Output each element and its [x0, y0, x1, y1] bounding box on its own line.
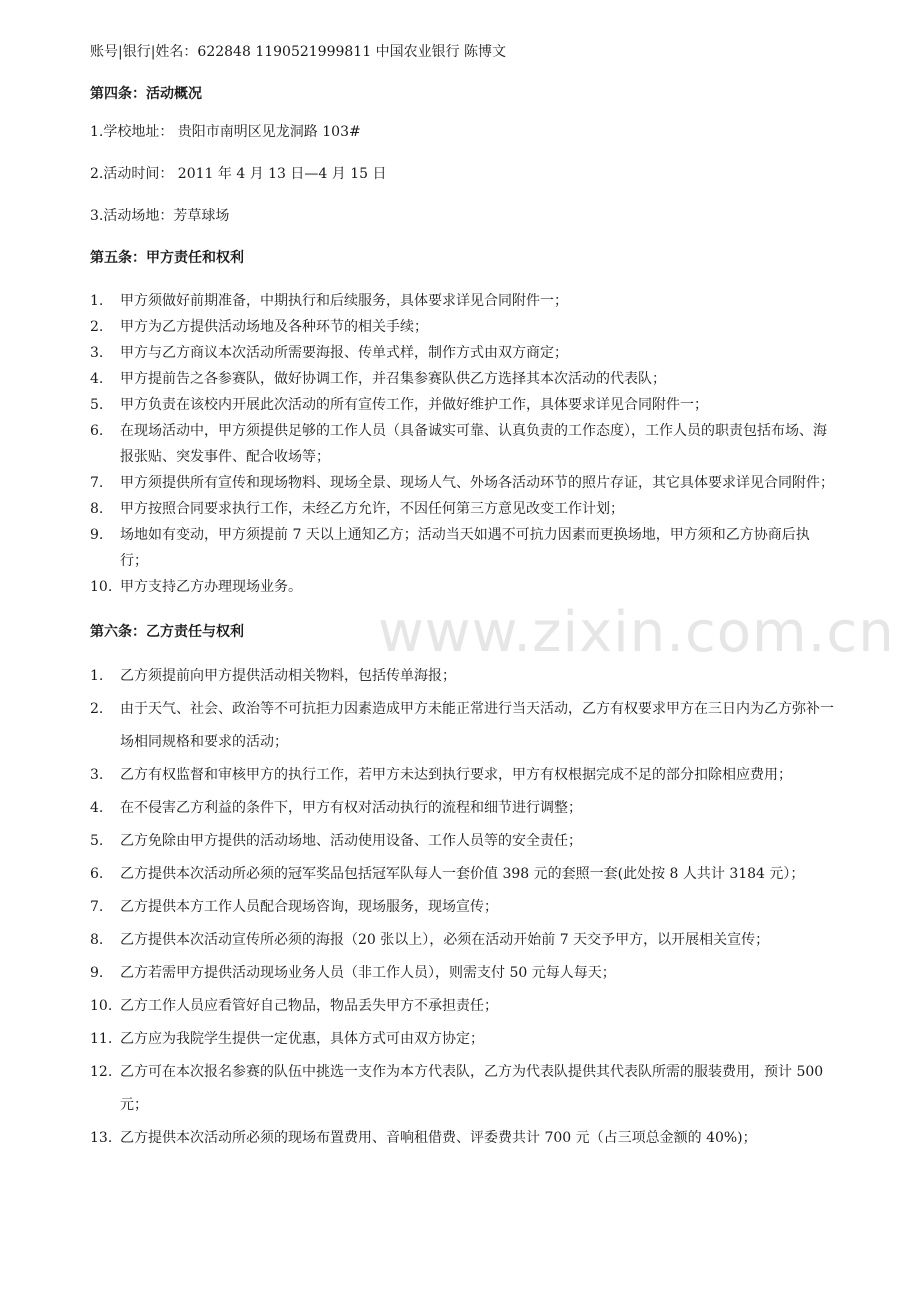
list-item — [90, 759, 836, 792]
list-item — [90, 693, 836, 759]
item-text: 甲方支持乙方办理现场业务。 — [120, 579, 302, 595]
item-text: 在不侵害乙方利益的条件下，甲方有权对活动执行的流程和细节进行调整； — [120, 800, 582, 816]
account-line: 账号|银行|姓名：622848 1190521999811 中国农业银行 陈博文 — [90, 44, 507, 60]
item-number: 13. — [90, 1130, 113, 1146]
item-text: 乙方免除由甲方提供的活动场地、活动使用设备、工作人员等的安全责任； — [120, 833, 582, 849]
document-page — [90, 42, 836, 1155]
item-number: 5. — [90, 833, 104, 849]
item-text: 乙方有权监督和审核甲方的执行工作，若甲方未达到执行要求，甲方有权根据完成不足的部分扣除相应费用； — [120, 767, 792, 783]
item-number: 11. — [90, 1031, 113, 1047]
article-4-title: 第四条：活动概况 — [90, 86, 202, 102]
activity-venue: 3.活动场地：芳草球场 — [90, 208, 230, 224]
list-item — [90, 470, 836, 496]
item-text: 甲方与乙方商议本次活动所需要海报、传单式样，制作方式由双方商定； — [120, 345, 568, 361]
list-item — [90, 1023, 836, 1056]
item-text: 甲方为乙方提供活动场地及各种环节的相关手续； — [120, 319, 428, 335]
item-number: 7. — [90, 899, 104, 915]
item-text: 甲方按照合同要求执行工作，未经乙方允许，不因任何第三方意见改变工作计划； — [120, 501, 624, 517]
item-text: 乙方若需甲方提供活动现场业务人员（非工作人员），则需支付 50 元每人每天； — [120, 965, 616, 981]
list-item — [90, 792, 836, 825]
list-item — [90, 366, 836, 392]
article-5-list — [90, 288, 836, 600]
list-item — [90, 1056, 836, 1122]
item-number: 6. — [90, 866, 104, 882]
item-text: 甲方负责在该校内开展此次活动的所有宣传工作，并做好维护工作，具体要求详见合同附件一； — [120, 397, 708, 413]
article-4 — [90, 84, 836, 226]
article-6-list — [90, 660, 836, 1155]
item-number: 7. — [90, 475, 104, 491]
item-number: 12. — [90, 1064, 113, 1080]
item-number: 5. — [90, 397, 104, 413]
list-item — [90, 418, 836, 470]
list-item — [90, 660, 836, 693]
list-item — [90, 990, 836, 1023]
item-number: 6. — [90, 423, 104, 439]
article-6 — [90, 622, 836, 1155]
school-address: 1.学校地址： 贵阳市南明区见龙洞路 103# — [90, 124, 361, 140]
item-text: 乙方提供本次活动所必须的现场布置费用、音响租借费、评委费共计 700 元（占三项总金额的 40%)； — [120, 1130, 757, 1146]
item-number: 4. — [90, 800, 104, 816]
article-6-title: 第六条：乙方责任与权利 — [90, 624, 244, 640]
list-item — [90, 924, 836, 957]
item-number: 1. — [90, 293, 104, 309]
item-text: 甲方须做好前期准备，中期执行和后续服务，具体要求详见合同附件一； — [120, 293, 568, 309]
list-item — [90, 825, 836, 858]
item-text: 乙方可在本次报名参赛的队伍中挑选一支作为本方代表队，乙方为代表队提供其代表队所需的服装费用，预计 500 元； — [120, 1064, 824, 1113]
list-item — [90, 522, 836, 574]
item-text: 甲方提前告之各参赛队，做好协调工作，并召集参赛队供乙方选择其本次活动的代表队； — [120, 371, 666, 387]
watermark: www.zixin.com.cn — [378, 600, 895, 665]
list-item — [90, 392, 836, 418]
item-text: 甲方须提供所有宣传和现场物料、现场全景、现场人气、外场各活动环节的照片存证，其它具体要求详见合同附件； — [120, 475, 834, 491]
item-text: 乙方应为我院学生提供一定优惠，具体方式可由双方协定； — [120, 1031, 484, 1047]
item-number: 4. — [90, 371, 104, 387]
item-text: 乙方提供本次活动所必须的冠军奖品包括冠军队每人一套价值 398 元的套照一套(此处按 8 人共计 3184 元）； — [120, 866, 805, 882]
item-number: 8. — [90, 501, 104, 517]
item-text: 由于天气、社会、政治等不可抗拒力因素造成甲方未能正常进行当天活动，乙方有权要求甲方在三日内为乙方弥补一场相同规格和要求的活动； — [120, 701, 834, 750]
item-text: 乙方提供本方工作人员配合现场咨询，现场服务，现场宣传； — [120, 899, 498, 915]
list-item — [90, 496, 836, 522]
item-number: 2. — [90, 701, 104, 717]
list-item — [90, 340, 836, 366]
item-text: 乙方工作人员应看管好自己物品，物品丢失甲方不承担责任； — [120, 998, 498, 1014]
item-number: 2. — [90, 319, 104, 335]
article-5-title: 第五条：甲方责任和权利 — [90, 250, 244, 266]
list-item — [90, 858, 836, 891]
item-number: 1. — [90, 668, 104, 684]
item-number: 10. — [90, 579, 113, 595]
list-item — [90, 314, 836, 340]
list-item — [90, 1122, 836, 1155]
item-number: 9. — [90, 527, 104, 543]
item-text: 乙方须提前向甲方提供活动相关物料，包括传单海报； — [120, 668, 456, 684]
item-number: 8. — [90, 932, 104, 948]
activity-time: 2.活动时间： 2011 年 4 月 13 日—4 月 15 日 — [90, 166, 387, 182]
item-text: 场地如有变动，甲方须提前 7 天以上通知乙方；活动当天如遇不可抗力因素而更换场地，甲方须和乙方协商后执行； — [120, 527, 810, 569]
list-item — [90, 957, 836, 990]
item-text: 乙方提供本次活动宣传所必须的海报（20 张以上），必须在活动开始前 7 天交予甲方，以开展相关宣传； — [120, 932, 770, 948]
item-number: 9. — [90, 965, 104, 981]
list-item — [90, 891, 836, 924]
article-5 — [90, 248, 836, 600]
list-item — [90, 574, 836, 600]
item-number: 10. — [90, 998, 113, 1014]
item-text: 在现场活动中，甲方须提供足够的工作人员（具备诚实可靠、认真负责的工作态度），工作人员的职责包括布场、海报张贴、突发事件、配合收场等； — [120, 423, 827, 465]
item-number: 3. — [90, 767, 104, 783]
list-item — [90, 288, 836, 314]
item-number: 3. — [90, 345, 104, 361]
